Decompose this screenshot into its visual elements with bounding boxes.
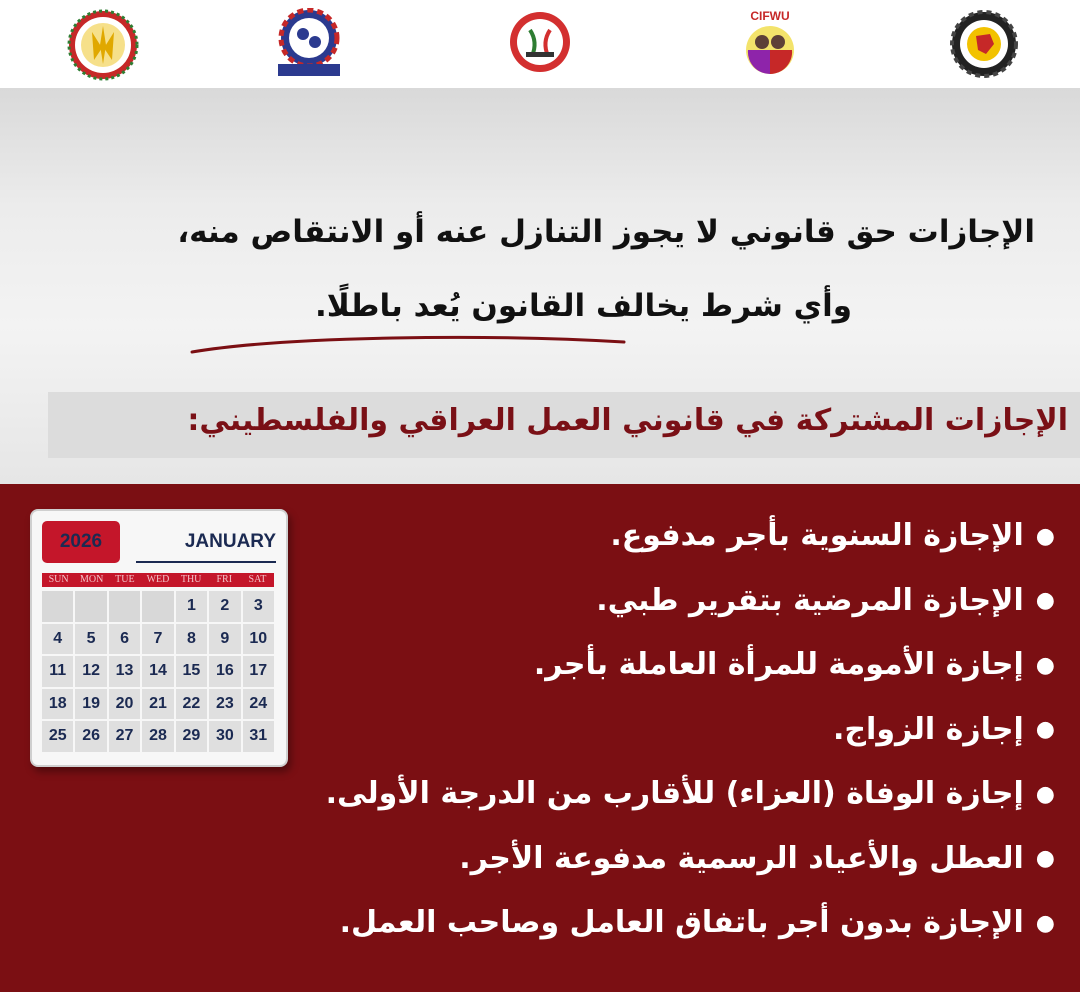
calendar-day: 28 (142, 721, 173, 752)
list-item (235, 510, 1055, 575)
calendar-day: 12 (75, 656, 106, 687)
leave-type-text: الإجازة المرضية بتقرير طبي. (596, 582, 1024, 618)
calendar-day: 31 (243, 721, 274, 752)
bullet-icon: ● (1035, 846, 1055, 871)
headline-line-2: وأي شرط يخالف القانون يُعد باطلًا. (314, 288, 852, 324)
bullet-icon: ● (1035, 652, 1055, 678)
weekday-label: SAT (248, 574, 267, 585)
bullet-icon: ● (1035, 523, 1055, 549)
calendar-day: 13 (109, 656, 140, 687)
calendar-day: 25 (42, 721, 73, 752)
weekday-label: MON (80, 574, 104, 585)
list-item (235, 768, 1055, 833)
leave-type-text: الإجازة السنوية بأجر مدفوع. (610, 518, 1024, 553)
leave-type-text: العطل والأعياد الرسمية مدفوعة الأجر. (459, 840, 1024, 876)
calendar-empty-cell (109, 591, 140, 622)
calendar-day: 3 (243, 591, 274, 622)
calendar-widget (30, 509, 288, 767)
calendar-day-grid (42, 591, 274, 752)
leave-type-text: إجازة الوفاة (العزاء) للأقارب من الدرجة الأولى. (325, 776, 1024, 811)
calendar-year: 2026 (42, 521, 120, 563)
list-item (235, 639, 1055, 704)
calendar-day: 24 (243, 689, 274, 720)
calendar-day: 30 (209, 721, 240, 752)
weekday-label: THU (180, 574, 202, 585)
bullet-icon: ● (1035, 781, 1055, 807)
bullet-icon: ● (1035, 588, 1055, 613)
calendar-day: 19 (75, 689, 106, 720)
calendar-day: 14 (142, 656, 173, 687)
leave-types-list (235, 510, 1055, 962)
decorative-underline (188, 316, 628, 356)
calendar-empty-cell (75, 591, 106, 622)
calendar-day: 23 (209, 689, 240, 720)
leave-type-text: إجازة الأمومة للمرأة العاملة بأجر. (533, 647, 1024, 682)
weekday-label: FRI (216, 574, 233, 585)
iraq-trade-union-council-logo (272, 8, 346, 78)
calendar-day: 22 (176, 689, 207, 720)
calendar-day: 26 (75, 721, 106, 752)
women-union-logo (508, 8, 572, 74)
general-federation-logo (950, 10, 1018, 78)
calendar-day: 9 (209, 624, 240, 655)
cifwu-text: CIFWU (750, 9, 790, 23)
bullet-icon: ● (1035, 717, 1055, 742)
calendar-empty-cell (142, 591, 173, 622)
calendar-day: 1 (176, 591, 207, 622)
weekday-label: SUN (48, 574, 69, 585)
calendar-weekday-header (42, 573, 274, 587)
calendar-day: 27 (109, 721, 140, 752)
calendar-day: 4 (42, 624, 73, 655)
leave-type-text: الإجازة بدون أجر باتفاق العامل وصاحب العمل. (339, 905, 1024, 940)
calendar-day: 7 (142, 624, 173, 655)
calendar-day: 16 (209, 656, 240, 687)
list-item (235, 704, 1055, 769)
cifwu-logo (740, 6, 800, 78)
calendar-day: 8 (176, 624, 207, 655)
calendar-day: 17 (243, 656, 274, 687)
calendar-day: 6 (109, 624, 140, 655)
calendar-day: 18 (42, 689, 73, 720)
section-subtitle: الإجازات المشتركة في قانوني العمل العراقي والفلسطيني: (187, 403, 1068, 438)
calendar-day: 21 (142, 689, 173, 720)
calendar-day: 29 (176, 721, 207, 752)
calendar-day: 2 (209, 591, 240, 622)
calendar-day: 10 (243, 624, 274, 655)
logo-strip (0, 0, 1080, 88)
list-item (235, 575, 1055, 640)
calendar-day: 20 (109, 689, 140, 720)
calendar-day: 5 (75, 624, 106, 655)
leave-type-text: إجازة الزواج. (833, 711, 1024, 747)
list-item (235, 833, 1055, 898)
headline-line-1: الإجازات حق قانوني لا يجوز التنازل عنه أو الانتقاص منه، (177, 214, 1035, 250)
weekday-label: WED (146, 574, 170, 585)
weekday-label: TUE (115, 574, 135, 585)
calendar-day: 15 (176, 656, 207, 687)
calendar-month: JANUARY (136, 531, 276, 563)
calendar-day: 11 (42, 656, 73, 687)
calendar-empty-cell (42, 591, 73, 622)
list-item (235, 897, 1055, 962)
bullet-icon: ● (1035, 910, 1055, 936)
union-logo-1 (66, 8, 140, 82)
